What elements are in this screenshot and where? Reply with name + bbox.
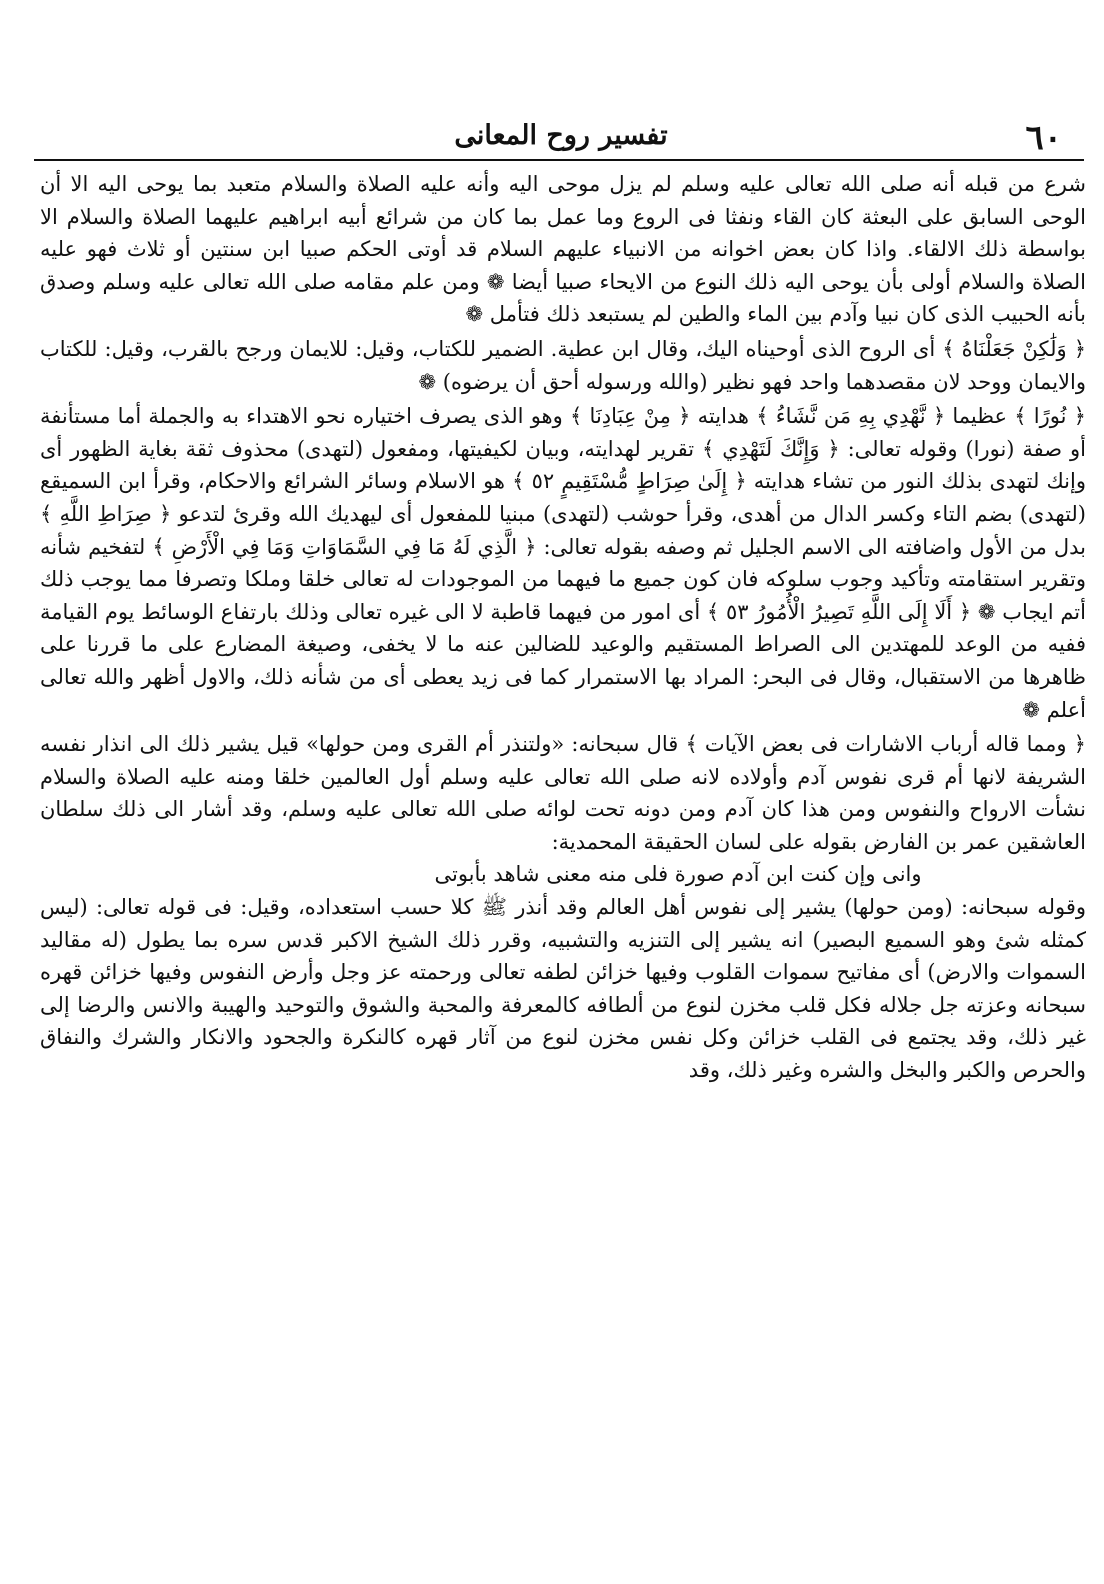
paragraph: شرع من قبله أنه صلى الله تعالى عليه وسلم لم يزل موحى اليه وأنه عليه الصلاة والسلام متعبد بما يوحى اليه الا أن الوحى السابق على البعثة كان القاء ونفثا فى الروع وما عمل بما كان من شرائع أبيه ابراهيم عليهما الصلاة والسلام الا بواسطة ذلك الالقاء. واذا كان بعض اخوانه من الانبياء عليهم السلام قد أوتى الحكم صبيا ابن سنتين أو ثلاث فهو عليه الصلاة والسلام أولى بأن يوحى اليه ذلك النوع من الايحاء صبيا أيضا ❁ ومن علم مقامه صلى الله تعالى عليه وسلم وصدق بأنه الحبيب الذى كان نبيا وآدم بين الماء والطين لم يستبعد ذلك فتأمل ❁ [40, 172, 1086, 327]
paragraph: وقوله سبحانه: (ومن حولها) يشير إلى نفوس أهل العالم وقد أنذر ﷺ كلا حسب استعداده، وقيل: فى قوله تعالى: (ليس كمثله شئ وهو السميع البصير) انه يشير إلى التنزيه والتشبيه، وقرر ذلك الشيخ الاكبر قدس سره بما يطول (له مقاليد السموات والارض) أى مفاتيح سموات القلوب وفيها خزائن لطفه تعالى ورحمته عز وجل وأرض النفوس وفيها خزائن قهره سبحانه وعزته جل جلاله فكل قلب مخزن لنوع من ألطافه كالمعرفة والمحبة والشوق والتوحيد والهيبة والانس والرضا إلى غير ذلك، وقد يجتمع فى القلب خزائن وكل نفس مخزن لنوع من آثار قهره كالنكرة والجحود والانكار والشرك والنفاق والحرص والكبر والبخل والشره وغير ذلك، وقد [40, 895, 1086, 1083]
header-rule [34, 159, 1084, 161]
paragraph: ﴿ ومما قاله أرباب الاشارات فى بعض الآيات ﴾ قال سبحانه: «ولتنذر أم القرى ومن حولها» قيل يشير ذلك الى انذار نفسه الشريفة لانها أم قرى نفوس آدم وأولاده لانه صلى الله تعالى عليه وسلم أول العالمين خلقا ومنه عليه الصلاة والسلام نشأت الارواح والنفوس ومن هذا كان آدم ومن دونه تحت لوائه صلى الله تعالى عليه وسلم، وقد أشار الى ذلك سلطان العاشقين عمر بن الفارض بقوله على لسان الحقيقة المحمدية: [40, 732, 1086, 854]
running-title: تفسير روح المعانى [454, 120, 668, 151]
page-number: ٦٠ [1025, 118, 1062, 158]
body-text [40, 168, 1086, 1087]
paragraph: ﴿ وَلَٰكِنْ جَعَلْنَاهُ ﴾ أى الروح الذى أوحيناه اليك، وقال ابن عطية. الضمير للكتاب، وقيل: للايمان ورجح بالقرب، وقيل: للكتاب والايمان ووحد لان مقصدهما واحد فهو نظير (والله ورسوله أحق أن يرضوه) ❁ [40, 336, 1086, 394]
page-header [34, 108, 1088, 160]
paragraph: ﴿ نُورًا ﴾ عظيما ﴿ نَّهْدِي بِهِ مَن نَّشَاءُ ﴾ هدايته ﴿ مِنْ عِبَادِنَا ﴾ وهو الذى يصرف اختياره نحو الاهتداء به والجملة أما مستأنفة أو صفة (نورا) وقوله تعالى: ﴿ وَإِنَّكَ لَتَهْدِي ﴾ تقرير لهدايته، وبيان لكيفيتها، ومفعول (لتهدى) محذوف ثقة بغاية الظهور أى وإنك لتهدى بذلك النور من تشاء هدايته ﴿ إِلَىٰ صِرَاطٍ مُّسْتَقِيمٍ ٥٢ ﴾ هو الاسلام وسائر الشرائع والاحكام، وقرأ ابن السميقع (لتهدى) بضم التاء وكسر الدال من أهدى، وقرأ حوشب (لتهدى) مبنيا للمفعول أى ليهديك الله وقرئ لتدعو ﴿ صِرَاطِ اللَّهِ ﴾ بدل من الأول واضافته الى الاسم الجليل ثم وصفه بقوله تعالى: ﴿ الَّذِي لَهُ مَا فِي السَّمَاوَاتِ وَمَا فِي الْأَرْضِ ﴾ لتفخيم شأنه وتقرير استقامته وتأكيد وجوب سلوكه فان كون جميع ما فيهما من الموجودات له تعالى خلقا وملكا وتصرفا مما يوجب ذلك أتم ايجاب ❁ ﴿ أَلَا إِلَى اللَّهِ تَصِيرُ الْأُمُورُ ٥٣ ﴾ أى امور من فيهما قاطبة لا الى غيره تعالى وذلك بارتفاع الوسائط يوم القيامة ففيه من الوعد للمهتدين الى الصراط المستقيم والوعيد للضالين عنه ما لا يخفى، وصيغة المضارع على ما قررنا على ظاهرها من الاستقبال، وقال فى البحر: المراد بها الاستمرار كما فى زيد يعطى أى من شأنه ذلك، والاول أظهر والله تعالى أعلم ❁ [40, 404, 1086, 722]
poetry-verse: وانى وإن كنت ابن آدم صورة فلى منه معنى شاهد بأبوتى [434, 862, 922, 887]
